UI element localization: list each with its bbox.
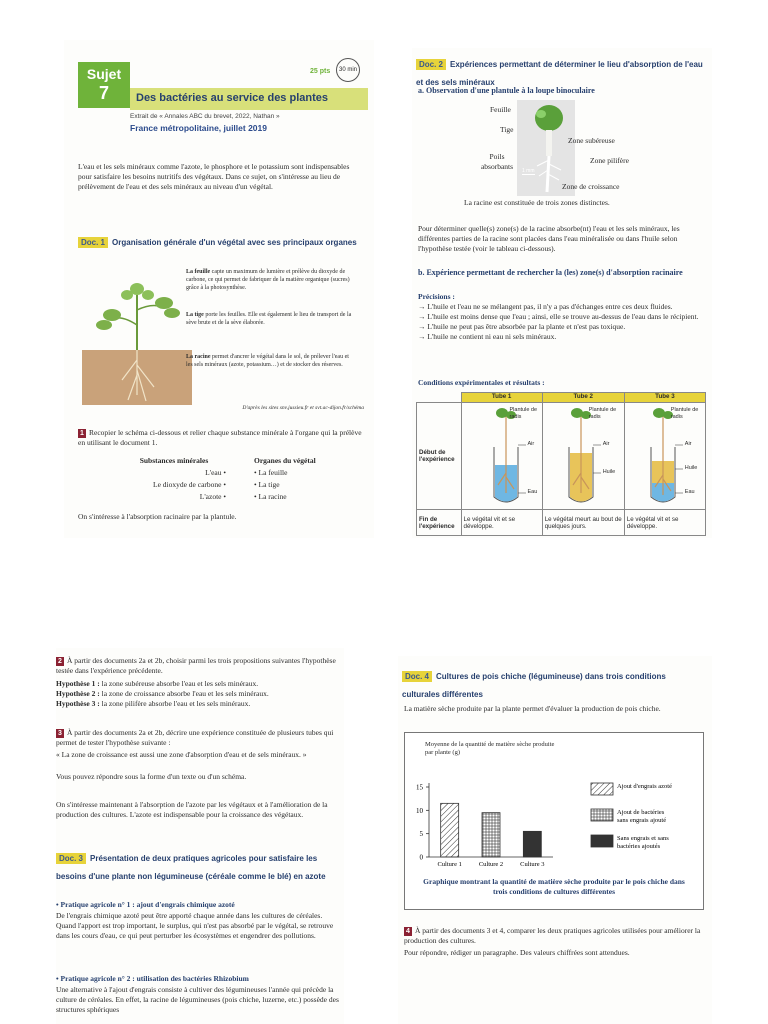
precisions-label: Précisions : bbox=[418, 292, 455, 301]
pratique-2-title: • Pratique agricole n° 2 : utilisation des bactéries Rhizobium bbox=[56, 974, 249, 983]
tube-3-plantule-label: Plantule de radis bbox=[670, 407, 699, 420]
plant-illustration bbox=[82, 255, 192, 405]
pratique-2-text: Une alternative à l'ajout d'engrais consiste à cultiver des légumineuses l'année qui précède la culture de céréales. En effet, la racine de légumineuses (pois chiche, luzerne, etc.) possède des structures sphériques bbox=[56, 985, 339, 1014]
doc1-credit: D'après les sites snv.jussieu.fr et svt.ac-dijon.fr/schéma bbox=[242, 405, 364, 411]
substance-item: L'eau • bbox=[205, 468, 226, 477]
tube-2-setup bbox=[542, 403, 624, 510]
legend-label bbox=[617, 835, 669, 850]
legend-line: Ajout de bactéries bbox=[617, 809, 665, 816]
col-organs-header: Organes du végétal bbox=[254, 456, 316, 465]
question-1 bbox=[78, 428, 364, 448]
doc2-heading bbox=[416, 54, 706, 90]
precision-item: → L'huile est moins dense que l'eau ; ainsi, elle se trouve au-dessus de l'eau dans le récipient. bbox=[418, 312, 699, 321]
doc1-heading bbox=[78, 232, 364, 250]
doc4-heading bbox=[402, 666, 702, 702]
tube-1-result: Le végétal vit et se développe. bbox=[461, 510, 542, 536]
subject-title bbox=[130, 88, 368, 110]
precisions-list bbox=[418, 302, 704, 342]
page-2 bbox=[412, 48, 712, 538]
question-1-text: Recopier le schéma ci-dessous et relier chaque substance minérale à l'organe qui la prélève en utilisant le document 1. bbox=[78, 428, 362, 447]
doc3-title: Présentation de deux pratiques agricoles pour satisfaire les besoins d'une plante non légumineuse (céréale comme le blé) en azote bbox=[56, 854, 326, 881]
chart-ylabel: Moyenne de la quantité de matière sèche produite par plante (g) bbox=[425, 741, 555, 756]
bar bbox=[523, 831, 541, 857]
pratique-1-title: • Pratique agricole n° 1 : ajout d'engrais chimique azoté bbox=[56, 900, 235, 909]
hypothesis-label: Hypothèse 2 : bbox=[56, 689, 100, 698]
results-table bbox=[416, 392, 706, 536]
points: 25 pts bbox=[310, 68, 331, 75]
row-debut-label: Début de l'expérience bbox=[417, 403, 462, 510]
label-poils-absorbants: Poils absorbants bbox=[480, 152, 514, 171]
tube-3-eau-label: Eau bbox=[684, 489, 695, 495]
label-tige: Tige bbox=[500, 125, 514, 134]
tube-3-air-label: Air bbox=[684, 441, 692, 447]
tube-2-air-label: Air bbox=[602, 441, 610, 447]
conditions-title: Conditions expérimentales et résultats : bbox=[418, 378, 545, 387]
sujet-badge bbox=[78, 62, 130, 108]
doc1-tag: Doc. 1 bbox=[78, 237, 108, 248]
scale-bar: 1 mm bbox=[522, 168, 535, 174]
legend-swatch bbox=[591, 783, 613, 795]
tube-1-air-label: Air bbox=[527, 441, 535, 447]
hypothesis-item bbox=[56, 679, 340, 689]
part-b-title: b. Expérience permettant de rechercher la (les) zone(s) d'absorption racinaire bbox=[418, 268, 683, 277]
root-desc bbox=[186, 353, 356, 369]
doc2-tag: Doc. 2 bbox=[416, 59, 446, 70]
doc3-tag: Doc. 3 bbox=[56, 853, 86, 864]
hypothesis-text: la zone de croissance absorbe l'eau et les sels minéraux. bbox=[101, 689, 269, 698]
question-2 bbox=[56, 656, 340, 676]
tube-1-plantule-label: Plantule de radis bbox=[509, 407, 538, 420]
tube-3-huile-label: Huile bbox=[684, 465, 698, 471]
sujet-label: Sujet bbox=[86, 66, 122, 82]
part-a-text: Pour déterminer quelle(s) zone(s) de la racine absorbe(nt) l'eau et les sels minéraux, les différentes parties de la racine sont placées dans l'eau minéralisée ou dans l'huile selon l'hypothèse testée (voir le tableau ci-dessous). bbox=[418, 224, 680, 253]
hypothesis-text: la zone subéreuse absorbe l'eau et les sels minéraux. bbox=[101, 679, 259, 688]
part-a-title: a. Observation d'une plantule à la loupe binoculaire bbox=[418, 86, 595, 95]
leaf-term: La feuille bbox=[186, 269, 211, 275]
question-2-text: À partir des documents 2a et 2b, choisir parmi les trois propositions suivantes l'hypothèse testée dans l'expérience précédente. bbox=[56, 656, 336, 675]
y-tick-label: 10 bbox=[416, 806, 423, 815]
stem-desc bbox=[186, 311, 356, 327]
tube-2-huile-label: Huile bbox=[602, 469, 616, 475]
part-a-caption: La racine est constituée de trois zones distinctes. bbox=[464, 198, 610, 207]
y-tick-label: 5 bbox=[419, 830, 423, 839]
tube-2-header: Tube 2 bbox=[542, 393, 624, 403]
question-1-number: 1 bbox=[78, 429, 86, 438]
legend-line: Sans engrais et sans bbox=[617, 835, 669, 842]
organ-item: • La feuille bbox=[254, 468, 288, 477]
y-tick-label: 0 bbox=[419, 853, 423, 862]
legend-swatch bbox=[591, 835, 613, 847]
hypothesis-text: la zone pilifère absorbe l'eau et les sels minéraux. bbox=[101, 699, 251, 708]
legend-swatch bbox=[591, 809, 613, 821]
tube-3-header: Tube 3 bbox=[624, 393, 705, 403]
tube-3-result: Le végétal vit et se développe. bbox=[624, 510, 705, 536]
stem-text: porte les feuilles. Elle est également le lieu de transport de la sève brute et de la sève élaborée. bbox=[186, 312, 352, 326]
precision-item: → L'huile et l'eau ne se mélangent pas, il n'y a pas d'échanges entre ces deux fluides. bbox=[418, 302, 673, 311]
doc4-title: Cultures de pois chiche (légumineuse) dans trois conditions culturales différentes bbox=[402, 672, 666, 699]
hypothesis-item bbox=[56, 699, 340, 709]
legend-line: sans engrais ajouté bbox=[617, 817, 667, 824]
hypothesis-label: Hypothèse 1 : bbox=[56, 679, 100, 688]
tube-1-eau-label: Eau bbox=[527, 489, 538, 495]
y-tick-label: 15 bbox=[416, 783, 423, 792]
hypothesis-label: Hypothèse 3 : bbox=[56, 699, 100, 708]
doc4-intro: La matière sèche produite par la plante permet d'évaluer la production de pois chiche. bbox=[404, 704, 661, 713]
legend-line: Ajout d'engrais azoté bbox=[617, 783, 672, 790]
doc1-title: Organisation générale d'un végétal avec ses principaux organes bbox=[112, 238, 357, 247]
x-tick-label: Culture 2 bbox=[478, 861, 504, 868]
doc2-title: Expériences permettant de déterminer le lieu d'absorption de l'eau et des sels minéraux bbox=[416, 60, 703, 87]
time: 30 min bbox=[338, 67, 357, 73]
col-substances-header: Substances minérales bbox=[139, 456, 209, 465]
intro-text: L'eau et les sels minéraux comme l'azote, le phosphore et le potassium sont indispensables pour satisfaire les besoins nutritifs des végétaux. Dans ce sujet, on s'intéresse au lieu de prélèvement de l'eau et des sels minéraux au niveau d'un végétal. bbox=[78, 162, 350, 191]
question-4-instruction: Pour répondre, rédiger un paragraphe. Des valeurs chiffrées sont attendues. bbox=[404, 948, 630, 957]
tube-1-header: Tube 1 bbox=[461, 393, 542, 403]
x-tick-label: Culture 1 bbox=[437, 861, 462, 868]
organ-item: • La tige bbox=[254, 480, 280, 489]
tube-3-setup bbox=[624, 403, 705, 510]
sujet-number: 7 bbox=[98, 83, 109, 103]
precision-item: → L'huile ne peut pas être absorbée par la plante et n'est pas toxique. bbox=[418, 322, 626, 331]
doc4-tag: Doc. 4 bbox=[402, 671, 432, 682]
x-tick-label: Culture 3 bbox=[520, 861, 545, 868]
source: Extrait de « Annales ABC du brevet, 2022, Nathan » bbox=[130, 113, 280, 120]
question-3-quote: « La zone de croissance est aussi une zone d'absorption d'eau et de sels minéraux. » bbox=[56, 750, 307, 759]
tube-2-result: Le végétal meurt au bout de quelques jours. bbox=[542, 510, 624, 536]
doc3-heading bbox=[56, 848, 340, 884]
leaf-text: capte un maximum de lumière et prélève du dioxyde de carbone, ce qui permet de fabriquer de la matière organique (sucres) grâce à la photosynthèse. bbox=[186, 269, 350, 291]
leaf-desc bbox=[186, 268, 356, 292]
p1-bottom-text: On s'intéresse à l'absorption racinaire par la plantule. bbox=[78, 512, 237, 521]
legend-label bbox=[617, 809, 666, 824]
substance-item: Le dioxyde de carbone • bbox=[152, 480, 226, 489]
substance-item: L'azote • bbox=[199, 492, 226, 501]
question-2-number: 2 bbox=[56, 657, 64, 666]
question-3-text: À partir des documents 2a et 2b, décrire une expérience constituée de plusieurs tubes qui permet de tester l'hypothèse suivante : bbox=[56, 728, 334, 747]
question-3-number: 3 bbox=[56, 729, 64, 738]
question-3-answer: Vous pouvez répondre sous la forme d'un texte ou d'un schéma. bbox=[56, 772, 247, 781]
bar bbox=[441, 803, 459, 857]
page-4 bbox=[398, 656, 712, 1024]
tube-2-plantule-label: Plantule de radis bbox=[588, 407, 617, 420]
row-fin-label: Fin de l'expérience bbox=[417, 510, 462, 536]
pratique-1-text: De l'engrais chimique azoté peut être apporté chaque année dans les cultures de céréales. Quand l'apport est trop important, le surplus, qui n'est pas absorbé par le végétal, se retrouve dans les cours d'eau, ce qui peut perturber les écosystèmes et engendrer des pollutions. bbox=[56, 911, 334, 940]
question-3 bbox=[56, 728, 340, 748]
hypothesis-item bbox=[56, 689, 340, 699]
label-zone-pilifere: Zone pilifère bbox=[590, 156, 629, 165]
precision-item: → L'huile ne contient ni eau ni sels minéraux. bbox=[418, 332, 557, 341]
exam: France métropolitaine, juillet 2019 bbox=[130, 123, 267, 133]
label-feuille: Feuille bbox=[490, 105, 511, 114]
azote-paragraph: On s'intéresse maintenant à l'absorption de l'azote par les végétaux et à l'amélioration de la production des cultures. L'azote est indispensable pour la croissance des végétaux. bbox=[56, 800, 328, 819]
chart-caption: Graphique montrant la quantité de matière sèche produite par le pois chiche dans trois conditions de cultures différentes bbox=[423, 877, 685, 896]
question-4 bbox=[404, 926, 704, 946]
time-clock-icon bbox=[336, 58, 360, 82]
legend-line: bactéries ajoutés bbox=[617, 843, 661, 850]
hypotheses-list bbox=[56, 679, 340, 709]
root-term: La racine bbox=[186, 354, 211, 360]
page-3 bbox=[56, 648, 344, 1024]
tube-1-setup bbox=[461, 403, 542, 510]
bar bbox=[482, 813, 500, 857]
page-1 bbox=[64, 40, 374, 538]
label-zone-subereuse: Zone subéreuse bbox=[568, 136, 615, 145]
label-zone-croissance: Zone de croissance bbox=[562, 182, 620, 191]
title-text: Des bactéries au service des plantes bbox=[136, 92, 328, 104]
stem-term: La tige bbox=[186, 312, 204, 318]
legend-label bbox=[617, 783, 672, 790]
organ-item: • La racine bbox=[254, 492, 287, 501]
question-4-number: 4 bbox=[404, 927, 412, 936]
question-4-text: À partir des documents 3 et 4, comparer les deux pratiques agricoles utilisées pour améliorer la production des cultures. bbox=[404, 926, 701, 945]
root-text: permet d'ancrer le végétal dans le sol, de prélever l'eau et les sels minéraux (azote, potassium…) et de stocker des réserves. bbox=[186, 354, 349, 368]
chart-box bbox=[404, 732, 704, 910]
